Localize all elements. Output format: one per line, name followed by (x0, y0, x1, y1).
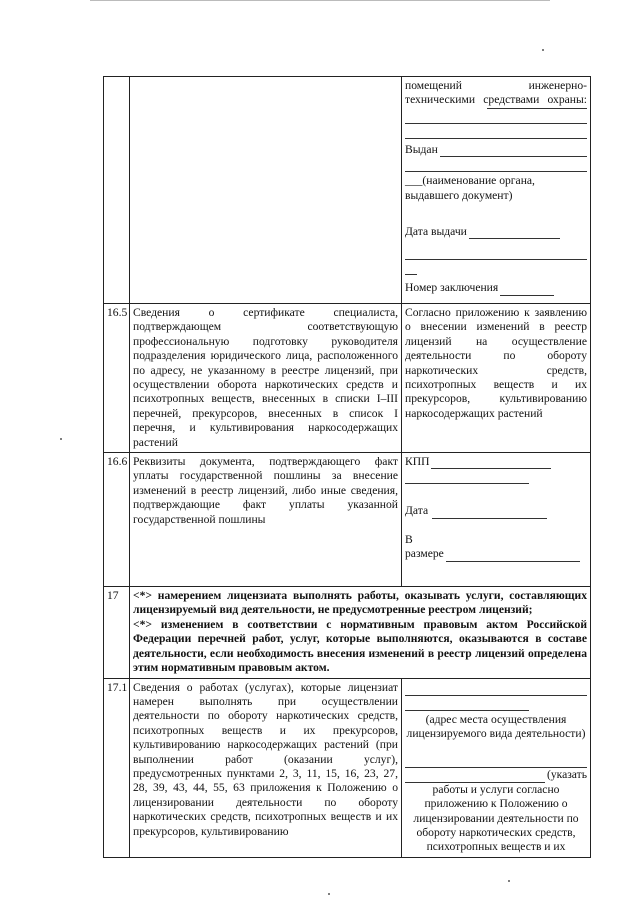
fill-line (405, 696, 529, 711)
fill-line (405, 768, 545, 782)
row-description-cell: Сведения о сертификате специалиста, подтверждающем соответствующую профессиональную подготовку руководителя подразделения юридического лица, расположенного по адресу, не указанному в реестре лицензий, при осуществлении оборота наркотических средств и психотропных веществ, внесенных в списки I–III перечней, прекурсоров, внесенных в список I перечня, и культивирования наркосодержащих растений (130, 304, 402, 453)
issued-by-field (405, 143, 587, 157)
fill-line (405, 124, 587, 139)
address-caption: (адрес места осуществления лицензируемого вида деятельности) (406, 712, 586, 740)
row-number-cell: 17.1 (104, 678, 130, 857)
scan-top-edge (90, 0, 550, 1)
fill-line (405, 260, 417, 275)
fill-line (446, 547, 580, 561)
row-description-cell: Сведения о работах (услугах), которые лицензиат намерен выполнять при осуществлении деятельности по обороту наркотических средств, психотропных веществ и их прекурсоров, культивированию наркосодержащих растений (при выполнении работ (оказании услуг), предусмотренных пунктами 2, 3, 11, 15, 16, 23, 27, 28, 39, 43, 44, 55, 63 приложения к Положению о лицензировании деятельности по обороту наркотических средств, психотропных веществ и их прекурсоров, культивированию (130, 678, 402, 857)
row-number-cell: 16.6 (104, 453, 130, 587)
row-value-cell (402, 77, 591, 304)
fill-line (405, 681, 587, 696)
kpp-label: КПП (405, 455, 430, 469)
amount-field (405, 547, 580, 561)
table-row (104, 304, 591, 453)
row-description-cell (130, 77, 402, 304)
section-17-item-1: <*> намерением лицензиата выполнять работы, оказывать услуги, составляющих лицензируемый вид деятельности, не предусмотренные реестром лицензий; (133, 589, 587, 617)
fill-line (500, 281, 554, 295)
row-number-cell (104, 77, 130, 304)
fill-line (431, 455, 550, 469)
fill-line (405, 753, 587, 768)
issued-by-label: Выдан (405, 142, 438, 156)
license-form-table (103, 76, 591, 858)
section-17-item-2: <*> изменением в соответствии с нормативным правовым актом Российской Федерации перечней работ, услуг, которые выполняются, оказываются в составе деятельности, если необходимость внесения изменений в реестр лицензий определена этим нормативным правовым актом. (133, 617, 587, 675)
fill-line (440, 143, 587, 157)
specify-label: (указать (546, 768, 587, 782)
row-description-cell: Реквизиты документа, подтверждающего факт уплаты государственной пошлины за внесение изменений в реестр лицензий, либо иные сведения, подтверждающие факт уплаты указанной государственной пошлины (130, 453, 402, 587)
issue-date-field (405, 225, 560, 239)
payment-date-label: Дата (405, 504, 429, 518)
row-value-cell (402, 678, 591, 857)
issue-date-label: Дата выдачи (405, 225, 467, 239)
fill-line (469, 225, 560, 239)
security-means-text: помещений инженерно-техническими средствами охраны: (405, 79, 587, 107)
row-number-cell: 16.5 (104, 304, 130, 453)
amount-label-top: В (405, 532, 413, 546)
table-row (104, 77, 591, 304)
conclusion-number-label: Номер заключения (405, 281, 499, 295)
payment-date-field (405, 504, 547, 518)
scan-speck (542, 49, 544, 51)
fill-line (405, 157, 587, 172)
fill-line (405, 245, 587, 260)
fill-line (432, 504, 547, 518)
scan-speck (508, 880, 510, 882)
works-field (405, 768, 587, 782)
works-caption: работы и услуги согласно приложению к Положению о лицензировании деятельности по обороту наркотических средств, психотропных веществ и их (413, 782, 579, 854)
scan-speck (60, 438, 62, 440)
section-17-heading (130, 587, 591, 678)
fill-line (405, 109, 587, 124)
row-value-cell: Согласно приложению к заявлению о внесении изменений в реестр лицензий на осуществление деятельности по обороту наркотических средств, психотропных веществ и их прекурсоров, культивированию наркосодержащих растений (402, 304, 591, 453)
amount-label: размере (405, 547, 444, 561)
conclusion-number-field (405, 281, 554, 295)
issuer-caption: ___(наименование органа, выдавшего документ) (405, 174, 535, 202)
kpp-field (405, 455, 551, 469)
table-row (104, 453, 591, 587)
table-row (104, 587, 591, 678)
row-number-cell: 17 (104, 587, 130, 678)
row-value-cell (402, 453, 591, 587)
scan-speck (328, 893, 330, 895)
fill-line (405, 469, 529, 484)
table-row (104, 678, 591, 857)
